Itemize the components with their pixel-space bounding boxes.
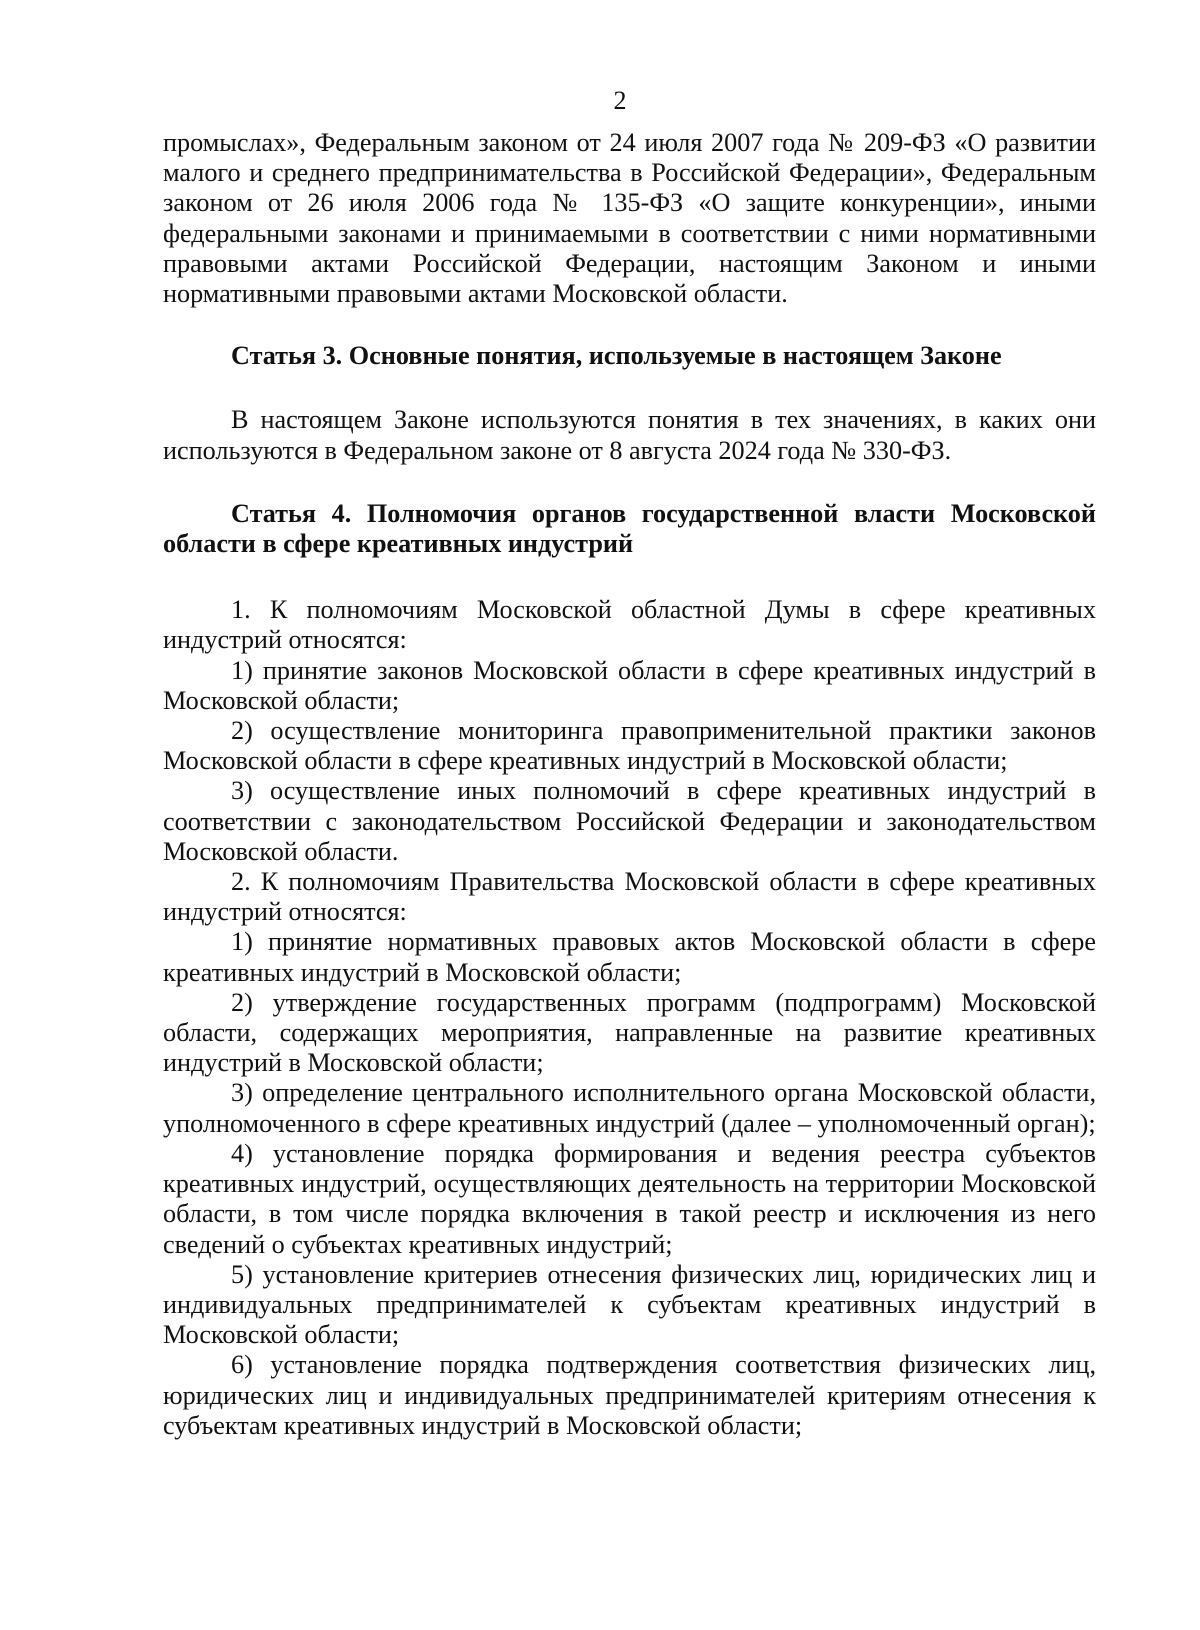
- article-4-paragraph: 2) утверждение государственных программ (подпрограмм) Московской области, содержащих мероприятия, направленные на развитие креативных индустрий в Московской области;: [163, 987, 1096, 1078]
- article-4-paragraph: 4) установление порядка формирования и ведения реестра субъектов креативных индустрий, осуществляющих деятельность на территории Московской области, в том числе порядка включения в такой реестр и исключения из него сведений о субъектах креативных индустрий;: [163, 1138, 1096, 1259]
- intro-paragraph: промыслах», Федеральным законом от 24 июля 2007 года № 209-ФЗ «О развитии малого и среднего предпринимательства в Российской Федерации», Федеральным законом от 26 июля 2006 года № 135-ФЗ «О защите конкуренции», иными федеральными законами и принимаемыми в соответствии с ними нормативными правовыми актами Российской Федерации, настоящим Законом и иными нормативными правовыми актами Московской области.: [163, 128, 1096, 309]
- article-4-paragraph: 2) осуществление мониторинга правоприменительной практики законов Московской области в сфере креативных индустрий в Московской области;: [163, 716, 1096, 776]
- spacer: [163, 559, 1096, 595]
- article-4-paragraph: 1) принятие законов Московской области в сфере креативных индустрий в Московской области;: [163, 655, 1096, 715]
- article-4-paragraph: 1. К полномочиям Московской областной Думы в сфере креативных индустрий относятся:: [163, 595, 1096, 655]
- article-4-paragraph: 3) определение центрального исполнительного органа Московской области, уполномоченного в сфере креативных индустрий (далее – уполномоченный орган);: [163, 1078, 1096, 1138]
- page-number: 2: [613, 86, 627, 115]
- article-4-paragraph: 1) принятие нормативных правовых актов Московской области в сфере креативных индустрий в Московской области;: [163, 927, 1096, 987]
- article-4-heading: Статья 4. Полномочия органов государственной власти Московской области в сфере креативных индустрий: [163, 498, 1096, 559]
- article-4-paragraph: 5) установление критериев отнесения физических лиц, юридических лиц и индивидуальных предпринимателей к субъектам креативных индустрий в Московской области;: [163, 1259, 1096, 1350]
- spacer: [163, 309, 1096, 341]
- article-4-paragraph: 6) установление порядка подтверждения соответствия физических лиц, юридических лиц и индивидуальных предпринимателей критериям отнесения к субъектам креативных индустрий в Московской области;: [163, 1350, 1096, 1440]
- article-3-heading: Статья 3. Основные понятия, используемые в настоящем Законе: [231, 341, 1002, 371]
- article-4-paragraph: 3) осуществление иных полномочий в сфере креативных индустрий в соответствии с законодательством Российской Федерации и законодательством Московской области.: [163, 776, 1096, 866]
- spacer: [163, 466, 1096, 499]
- article-3-text: В настоящем Законе используются понятия в тех значениях, в каких они используются в Федеральном законе от 8 августа 2024 года № 330-ФЗ.: [163, 405, 1096, 465]
- spacer: [163, 371, 1096, 405]
- article-4-paragraph: 2. К полномочиям Правительства Московской области в сфере креативных индустрий относятся:: [163, 867, 1096, 927]
- document-body: [163, 128, 1096, 1441]
